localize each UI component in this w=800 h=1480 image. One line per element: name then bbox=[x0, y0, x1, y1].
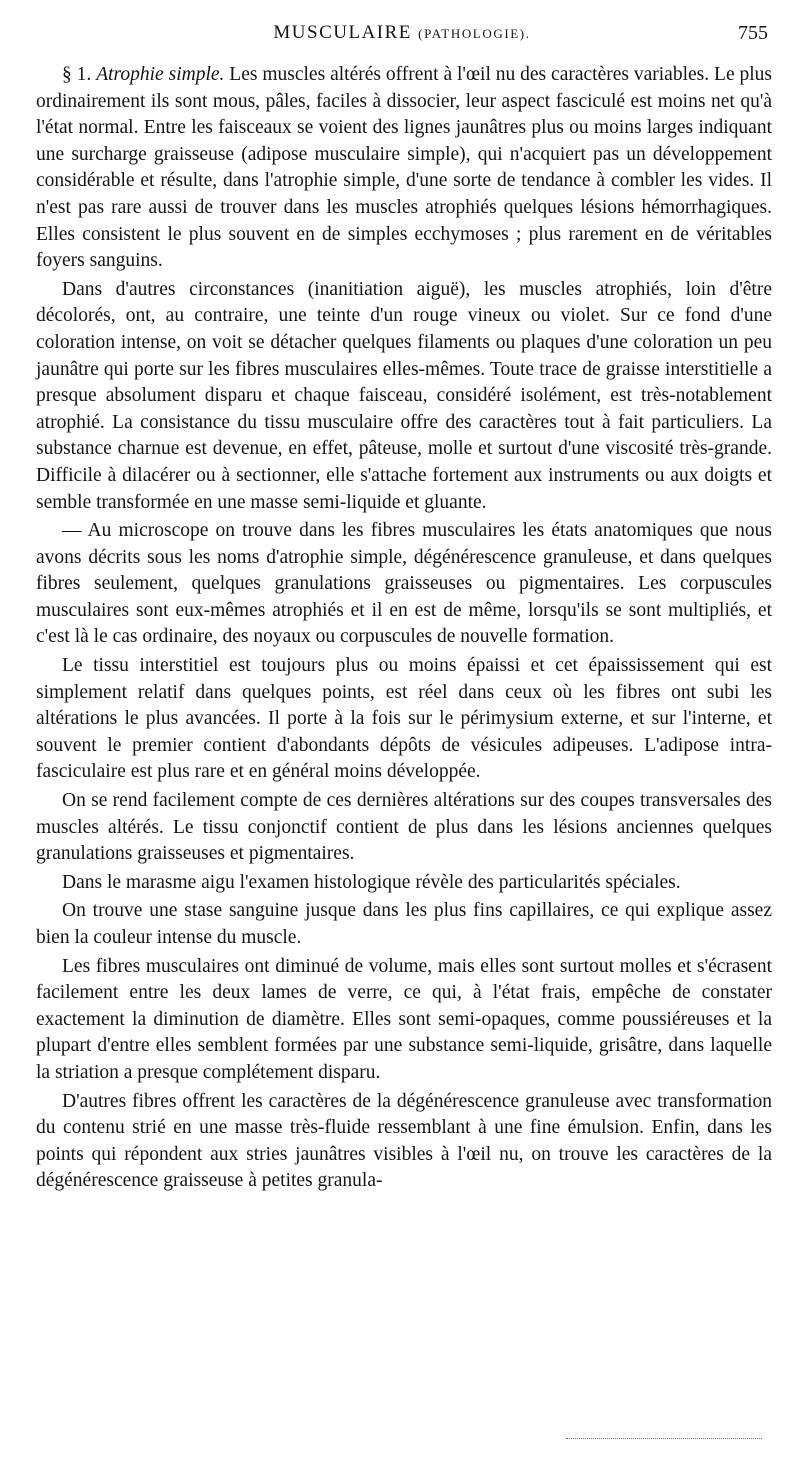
running-title-subtitle: (PATHOLOGIE). bbox=[418, 26, 531, 41]
paragraph-text: Les muscles altérés offrent à l'œil nu des caractères variables. Le plus ordinairement ils sont mous, pâles, faciles à dissocier, leur aspect fasciculé est moins net qu'à l'état normal. Entre les faisceaux se voient des lignes jaunâtres plus ou moins larges indiquant une surcharge graisseuse (adipose musculaire simple), qui n'acquiert pas un développement considérable et résulte, dans l'atrophie simple, d'une sorte de tendance à combler les vides. Il n'est pas rare aussi de trouver dans les muscles atrophiés quelques lésions hémorrhagiques. Elles consistent le plus souvent en de simples ecchymoses ; plus rarement en de véritables foyers sanguins. bbox=[36, 64, 772, 272]
paragraph: Dans d'autres circonstances (inanitiation aiguë), les muscles atrophiés, loin d'être décolorés, ont, au contraire, une teinte d'un rouge vineux ou violet. Sur ce fond d'une coloration intense, on voit se détacher quelques filaments ou plaques d'une coloration un peu jaunâtre qui porte sur les fibres musculaires elles-mêmes. Toute trace de graisse interstitielle a presque absolument disparu et chaque faisceau, considéré isolément, est très-notablement atrophié. La consistance du tissu musculaire offre des caractères tout à fait particuliers. La substance charnue est devenue, en effet, pâteuse, molle et surtout d'une viscosité très-grande. Difficile à dilacérer ou à sectionner, elle s'attache fortement aux instruments ou aux doigts et semble transformée en une masse semi-liquide et gluante. bbox=[36, 278, 772, 513]
paragraph: Les fibres musculaires ont diminué de volume, mais elles sont surtout molles et s'écrasent facilement entre les deux lames de verre, ce qui, à l'état frais, empêche de constater exactement la diminution de diamètre. Elles sont semi-opaques, comme poussiéreuses et la plupart d'entre elles semblent formées par une substance semi-liquide, grisâtre, dans laquelle la striation a presque complétement disparu. bbox=[36, 955, 772, 1083]
section-title: Atrophie simple. bbox=[96, 64, 225, 85]
running-title bbox=[36, 22, 768, 44]
section-mark: § 1. bbox=[62, 64, 92, 85]
running-header bbox=[36, 22, 768, 50]
paragraph: On se rend facilement compte de ces dernières altérations sur des coupes transversales des muscles altérés. Le tissu conjonctif contient de plus dans les lésions anciennes quelques granulations graisseuses et pigmentaires. bbox=[36, 790, 772, 865]
paragraph: Dans le marasme aigu l'examen histologique révèle des particularités spéciales. bbox=[62, 871, 681, 893]
paragraph: On trouve une stase sanguine jusque dans les plus fins capillaires, ce qui explique assez bien la couleur intense du muscle. bbox=[36, 900, 772, 948]
paragraph: — Au microscope on trouve dans les fibres musculaires les états anatomiques que nous avons décrits sous les noms d'atrophie simple, dégénérescence granuleuse, et dans quelques fibres seulement, quelques granulations graisseuses ou pigmentaires. Les corpuscules musculaires sont eux-mêmes atrophiés et il en est de même, lorsqu'ils se sont multipliés, et c'est là le cas ordinaire, des noyaux ou corpuscules de nouvelle formation. bbox=[36, 520, 772, 648]
paragraph: D'autres fibres offrent les caractères de la dégénérescence granuleuse avec transformation du contenu strié en une masse très-fluide ressemblant à une fine émulsion. Enfin, dans les points qui répondent aux stries jaunâtres visibles à l'œil nu, on trouve les caractères de la dégénérescence graisseuse à petites granula- bbox=[36, 1090, 772, 1192]
running-title-main: MUSCULAIRE bbox=[273, 22, 412, 43]
footer-rule bbox=[566, 1438, 762, 1439]
page-number: 755 bbox=[738, 22, 768, 44]
paragraph bbox=[36, 62, 772, 275]
body-text bbox=[36, 62, 772, 1195]
paragraph: Le tissu interstitiel est toujours plus ou moins épaissi et cet épaississement qui est simplement relatif dans quelques points, est réel dans ceux où les fibres ont subi les altérations le plus avancées. Il porte à la fois sur le périmysium externe, et sur l'interne, et souvent le premier contient d'abondants dépôts de vésicules adipeuses. L'adipose intra-fasciculaire est plus rare et en général moins développée. bbox=[36, 655, 772, 783]
